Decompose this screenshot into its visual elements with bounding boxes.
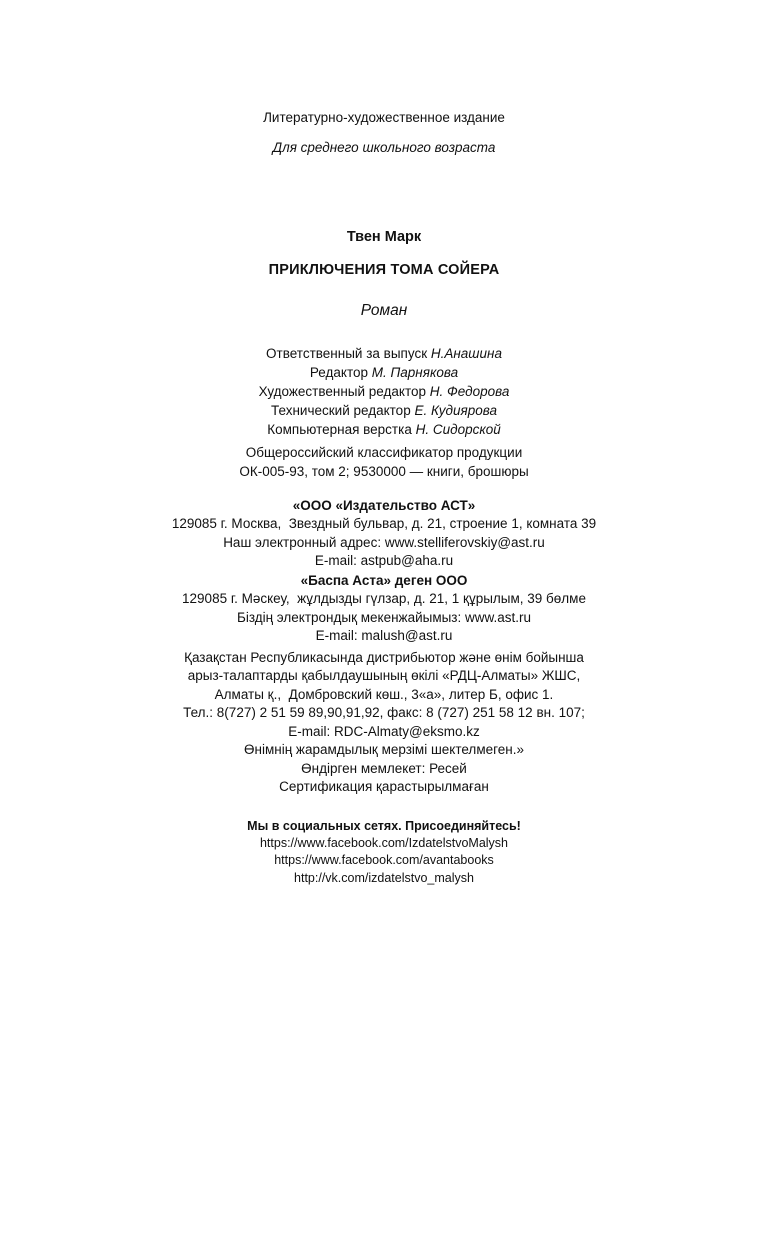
publisher-website: Наш электронный адрес: www.stelliferovskiy@ast.ru — [223, 534, 545, 550]
credit-person: Е. Кудиярова — [414, 403, 497, 418]
origin-block — [0, 760, 768, 797]
age-group: Для среднего школьного возраста — [272, 140, 496, 155]
social-link-facebook-malysh: https://www.facebook.com/IzdatelstvoMalysh — [259, 836, 509, 851]
distributor-line-6: Өнімнің жарамдылық мерзімі шектелмеген.» — [244, 742, 524, 758]
publisher-kz-block — [0, 572, 768, 646]
certification-note: Сертификация қарастырылмаған — [279, 779, 489, 795]
distributor-line-4: Тел.: 8(727) 2 51 59 89,90,91,92, факс: 8 (727) 251 58 12 вн. 107; — [183, 705, 585, 721]
classifier-block — [0, 443, 768, 481]
publisher-email: E-mail: astpub@aha.ru — [314, 553, 454, 569]
series-block — [0, 103, 768, 163]
publisher-kz-name: «Баспа Аста» деген ООО — [300, 573, 468, 588]
social-link-vk: http://vk.com/izdatelstvo_malysh — [294, 870, 474, 885]
classifier-line-1: Общероссийский классификатор продукции — [245, 445, 523, 460]
publisher-block — [0, 497, 768, 571]
credit-role: Ответственный за выпуск — [266, 346, 431, 361]
origin-country: Өндірген мемлекет: Ресей — [301, 761, 467, 776]
publisher-address: 129085 г. Москва, Звездный бульвар, д. 21, строение 1, комната 39 — [171, 516, 597, 532]
distributor-line-2: арыз-талаптарды қабылдаушының өкілі «РДЦ-Алматы» ЖШС, — [187, 668, 581, 684]
edition-type: Литературно-художественное издание — [263, 110, 505, 125]
publisher-name: «ООО «Издательство АСТ» — [292, 498, 476, 513]
credit-role: Редактор — [309, 365, 372, 380]
social-link-facebook-avanta: https://www.facebook.com/avantabooks — [274, 853, 494, 868]
distributor-line-1: Қазақстан Республикасында дистрибьютор және өнім бойынша — [184, 650, 584, 665]
distributor-block — [0, 649, 768, 759]
book-title: ПРИКЛЮЧЕНИЯ ТОМА СОЙЕРА — [268, 262, 500, 278]
credit-line — [0, 382, 768, 401]
publisher-kz-address: 129085 г. Мәскеу, жұлдызды гүлзар, д. 21, 1 құрылым, 39 бөлме — [182, 591, 586, 607]
credit-role: Художественный редактор — [258, 384, 430, 399]
social-block — [0, 818, 768, 887]
credit-person: Н.Анашина — [430, 346, 502, 361]
credit-line — [0, 344, 768, 363]
credit-person: Н. Федорова — [429, 384, 510, 399]
credit-role: Технический редактор — [271, 403, 415, 418]
social-heading: Мы в социальных сетях. Присоединяйтесь! — [247, 819, 521, 833]
credit-role: Компьютерная верстка — [267, 422, 416, 437]
book-author: Твен Марк — [346, 229, 422, 245]
credit-line — [0, 363, 768, 382]
credit-person: М. Парнякова — [371, 365, 459, 380]
classifier-line-2: ОК-005-93, том 2; 9530000 — книги, брошюры — [239, 464, 529, 479]
publisher-kz-email: E-mail: malush@ast.ru — [315, 628, 453, 644]
credit-line — [0, 420, 768, 439]
publisher-kz-website: Біздің электрондық мекенжайымыз: www.ast.ru — [236, 609, 532, 625]
distributor-line-5: E-mail: RDC-Almaty@eksmo.kz — [288, 723, 480, 739]
credit-person: Н. Сидорской — [415, 422, 501, 437]
credit-line — [0, 401, 768, 420]
book-genre: Роман — [360, 302, 408, 319]
distributor-line-3: Алматы қ., Домбровский көш., 3«а», литер Б, офис 1. — [214, 686, 554, 702]
credits-block — [0, 344, 768, 439]
